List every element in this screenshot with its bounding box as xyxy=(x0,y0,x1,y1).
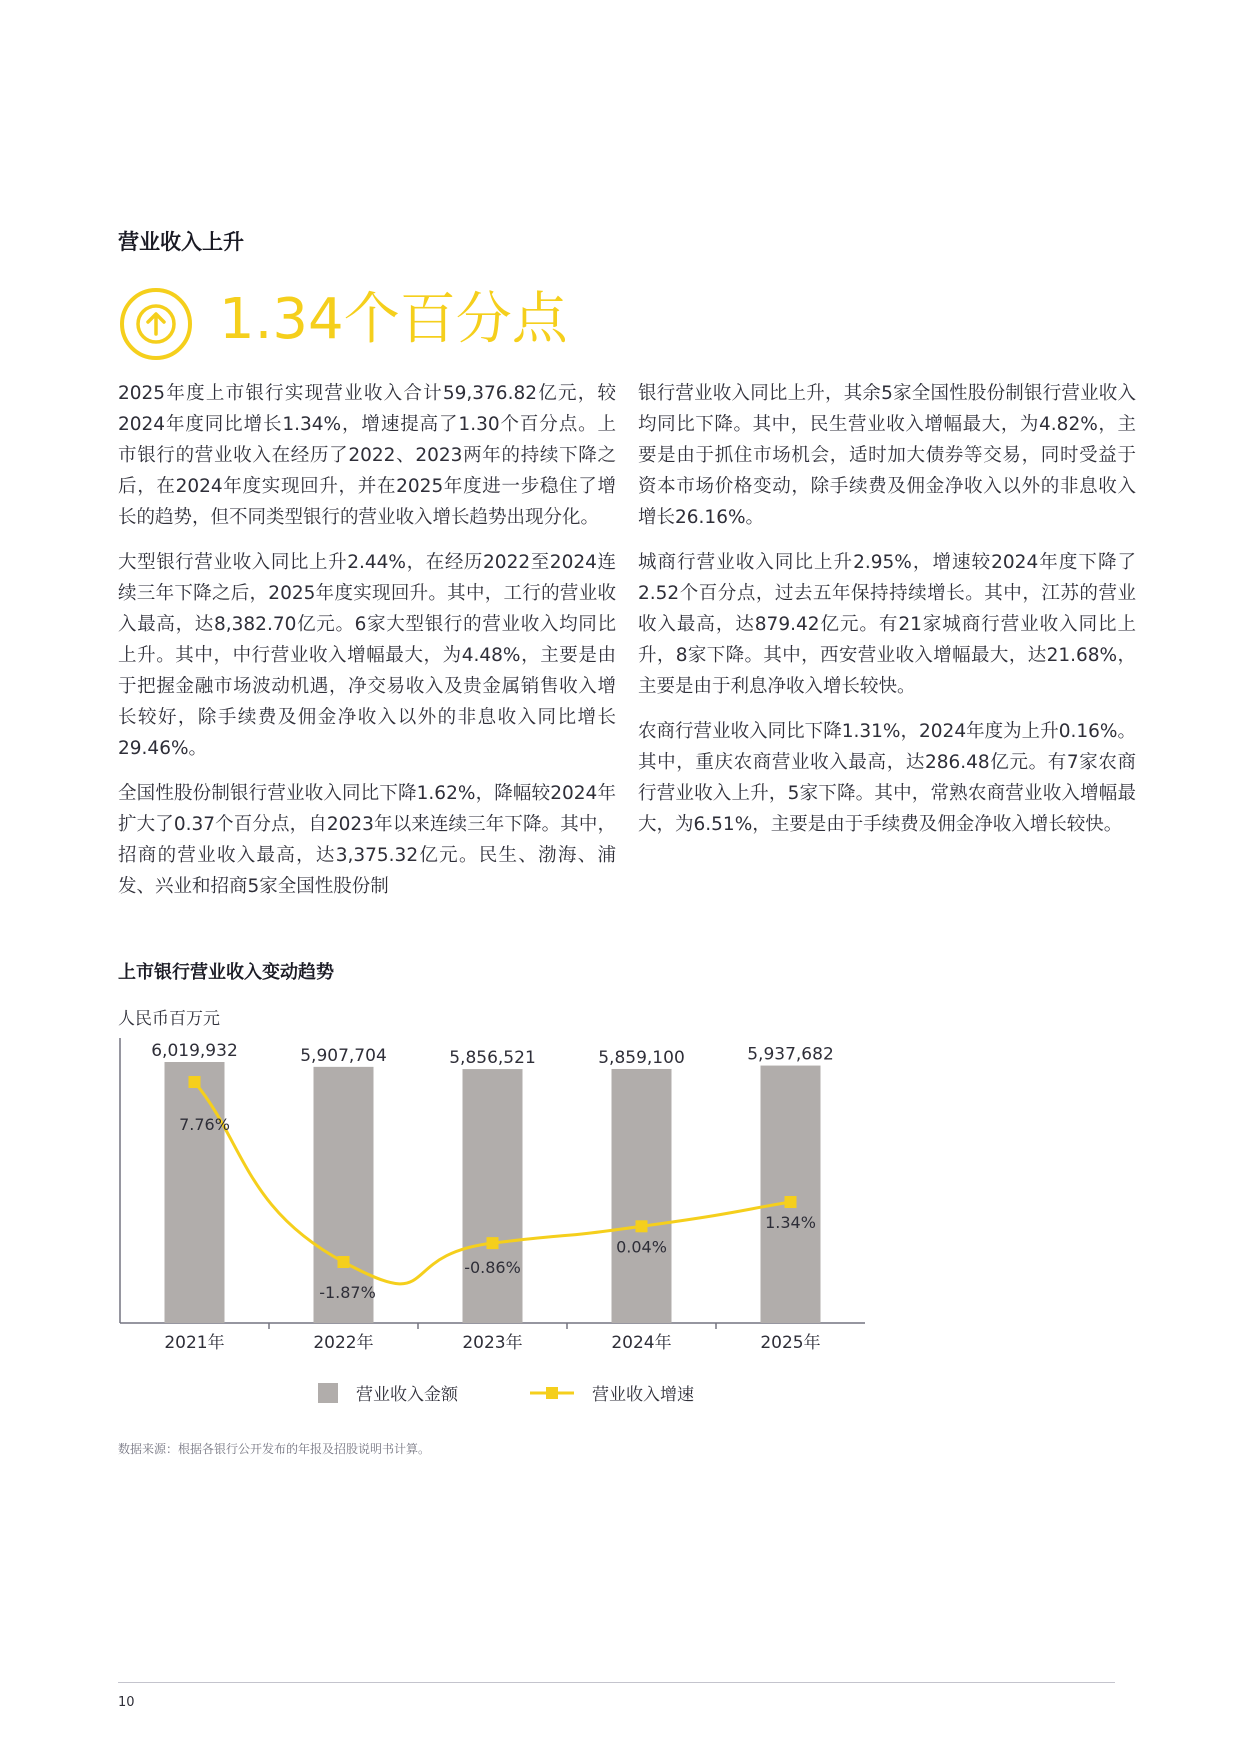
bar-value-label: 5,907,704 xyxy=(300,1045,387,1066)
text-column-left xyxy=(118,378,616,916)
legend-line xyxy=(530,1380,694,1404)
chart-title: 上市银行营业收入变动趋势 xyxy=(118,962,334,983)
bar-revenue xyxy=(761,1066,821,1323)
growth-point xyxy=(487,1237,499,1249)
source-note: 数据来源：根据各银行公开发布的年报及招股说明书计算。 xyxy=(118,1442,431,1456)
paragraph: 农商行营业收入同比下降1.31%，2024年度为上升0.16%。其中，重庆农商营业收入最高，达286.48亿元。有7家农商行营业收入上升，5家下降。其中，常熟农商营业收入增幅最大，为6.51%，主要是由于手续费及佣金净收入增长较快。 xyxy=(638,721,1136,835)
bar-value-label: 6,019,932 xyxy=(151,1041,238,1061)
chart-unit-label: 人民币百万元 xyxy=(118,1009,220,1029)
growth-value-label: -1.87% xyxy=(319,1283,376,1302)
page-number: 10 xyxy=(118,1695,135,1710)
paragraph: 银行营业收入同比上升，其余5家全国性股份制银行营业收入均同比下降。其中，民生营业收入增幅最大，为4.82%，主要是由于抓住市场机会，适时加大债券等交易，同时受益于资本市场价格变动，除手续费及佣金净收入以外的非息收入增长26.16%。 xyxy=(638,383,1136,528)
arrow-up-circle-icon xyxy=(118,286,194,362)
growth-value-label: 0.04% xyxy=(616,1237,667,1257)
x-tick-label: 2025年 xyxy=(760,1333,821,1353)
growth-value-label: 7.76% xyxy=(179,1115,230,1134)
bar-value-label: 5,937,682 xyxy=(747,1044,834,1065)
text-column-right xyxy=(638,378,1136,854)
legend-bar-label: 营业收入金额 xyxy=(356,1385,458,1405)
legend-line-label: 营业收入增速 xyxy=(592,1385,694,1405)
legend-line-swatch xyxy=(530,1386,574,1400)
footer-divider xyxy=(118,1682,1115,1683)
growth-value-label: -0.86% xyxy=(464,1258,521,1278)
highlight-value: 1.34个百分点 xyxy=(219,287,568,352)
x-tick-label: 2022年 xyxy=(313,1333,374,1353)
x-tick-label: 2023年 xyxy=(462,1333,523,1353)
x-tick-label: 2024年 xyxy=(611,1333,672,1353)
growth-value-label: 1.34% xyxy=(765,1213,816,1232)
growth-point xyxy=(636,1220,648,1232)
legend-bar-swatch xyxy=(318,1383,338,1403)
legend-bar xyxy=(318,1380,458,1404)
bar-value-label: 5,859,100 xyxy=(598,1047,685,1068)
growth-point xyxy=(338,1256,350,1268)
paragraph: 大型银行营业收入同比上升2.44%，在经历2022至2024连续三年下降之后，2025年度实现回升。其中，工行的营业收入最高，达8,382.70亿元。6家大型银行的营业收入均同比上升。其中，中行营业收入增幅最大，为4.48%，主要是由于把握金融市场波动机遇，净交易收入及贵金属销售收入增长较好，除手续费及佣金净收入以外的非息收入同比增长 29.46%。 xyxy=(118,552,616,759)
paragraph: 全国性股份制银行营业收入同比下降1.62%，降幅较2024年扩大了0.37个百分点，自2023年以来连续三年下降。其中，招商的营业收入最高，达3,375.32亿元。民生、渤海、浦发、兴业和招商5家全国性股份制 xyxy=(118,783,616,897)
growth-point xyxy=(785,1196,797,1208)
bar-revenue xyxy=(612,1069,672,1323)
revenue-trend-chart xyxy=(100,1020,900,1360)
bar-value-label: 5,856,521 xyxy=(449,1048,536,1069)
x-tick-label: 2021年 xyxy=(164,1333,225,1353)
paragraph: 2025年度上市银行实现营业收入合计59,376.82亿元，较2024年度同比增长1.34%，增速提高了1.30个百分点。上市银行的营业收入在经历了2022、2023两年的持续下降之后，在2024年度实现回升，并在2025年度进一步稳住了增长的趋势，但不同类型银行的营业收入增长趋势出现分化。 xyxy=(118,383,616,528)
paragraph: 城商行营业收入同比上升2.95%，增速较2024年度下降了2.52个百分点，过去五年保持持续增长。其中，江苏的营业收入最高，达879.42亿元。有21家城商行营业收入同比上升，8家下降。其中，西安营业收入增幅最大，达21.68%，主要是由于利息净收入增长较快。 xyxy=(638,552,1136,697)
growth-point xyxy=(189,1076,201,1088)
bar-revenue xyxy=(165,1062,225,1323)
section-title: 营业收入上升 xyxy=(118,230,244,254)
bar-revenue xyxy=(463,1069,523,1323)
